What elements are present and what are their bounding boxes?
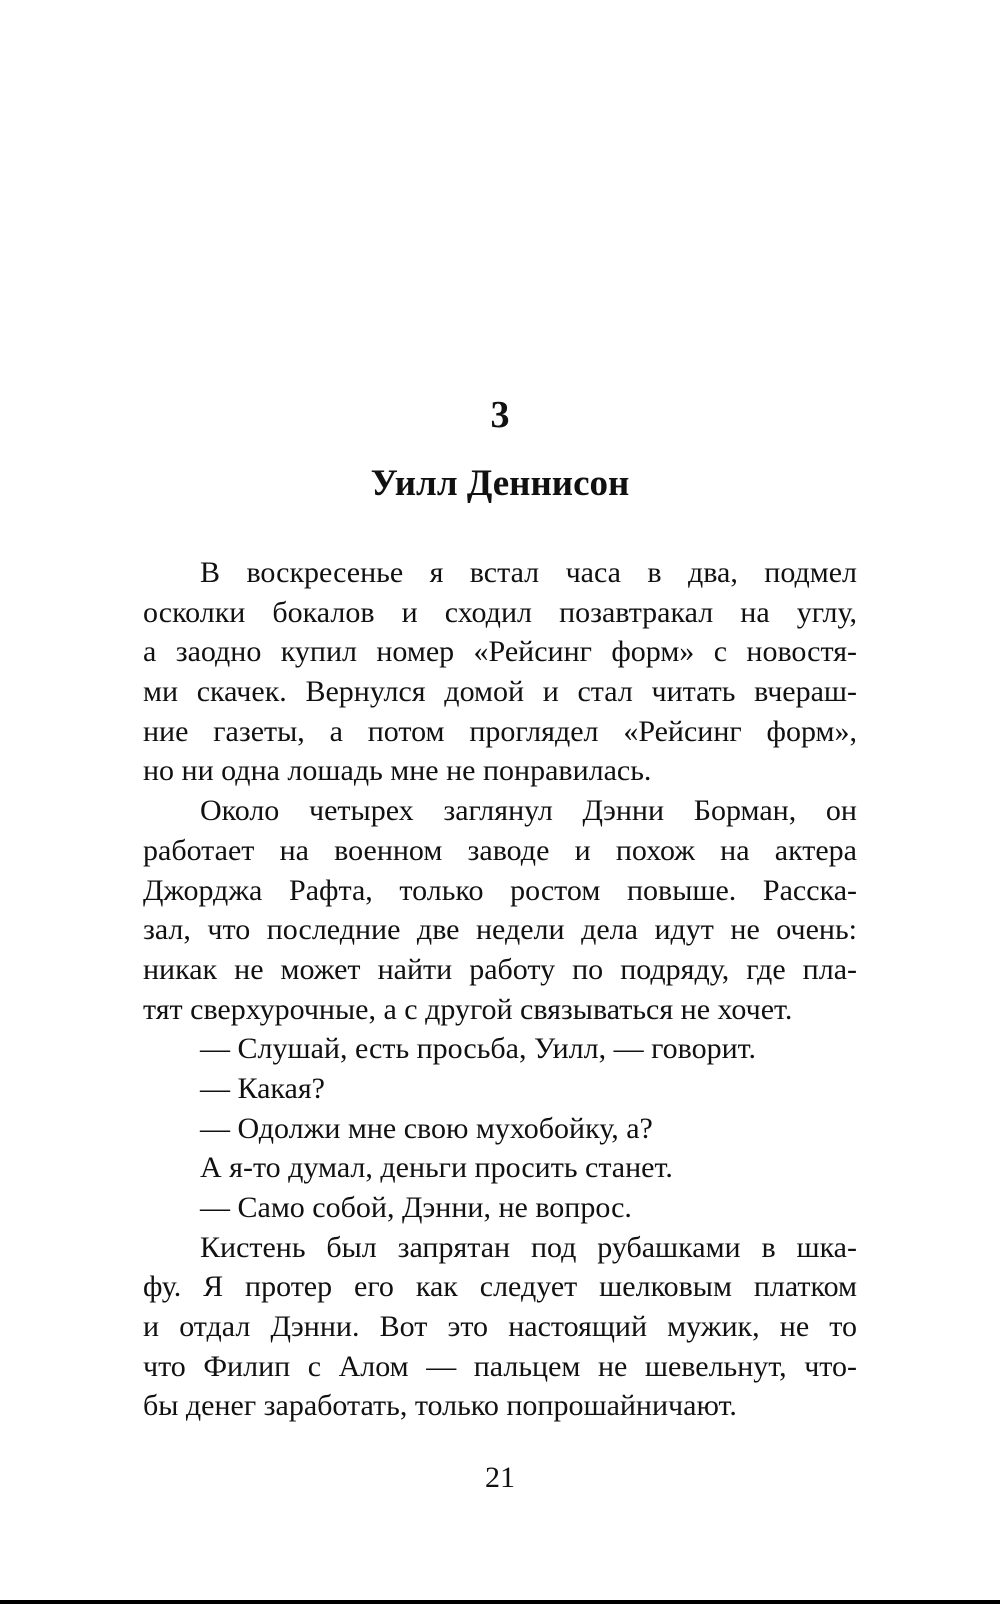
text-line: — Само собой, Дэнни, не вопрос.: [200, 1191, 632, 1224]
text-line: бы денег заработать, только попрошайничают.: [143, 1389, 737, 1423]
text-line: а заодно купил номер «Рейсинг форм» с новостя-: [143, 635, 857, 669]
text-line: А я-то думал, деньги просить станет.: [200, 1151, 673, 1185]
text-line: — Слушай, есть просьба, Уилл, — говорит.: [200, 1032, 757, 1066]
text-line: — Одолжи мне свою мухобойку, а?: [200, 1111, 653, 1145]
text-line: Около четырех заглянул Дэнни Борман, он: [200, 794, 857, 828]
text-line: Кистень был запрятан под рубашками в шка-: [200, 1230, 857, 1264]
text-line: фу. Я протер его как следует шелковым платком: [143, 1270, 857, 1304]
text-line: что Филип с Алом — пальцем не шевельнут, что-: [143, 1349, 857, 1383]
text-line: В воскресенье я встал часа в два, подмел: [200, 556, 857, 589]
chapter-number: 3: [490, 394, 510, 436]
text-line: зал, что последние две недели дела идут не очень:: [143, 913, 857, 947]
chapter-title: Уилл Деннисон: [370, 463, 630, 504]
page-number: 21: [485, 1461, 515, 1494]
text-line: осколки бокалов и сходил позавтракал на углу,: [143, 595, 857, 629]
text-line: работает на военном заводе и похож на актера: [143, 833, 857, 867]
text-line: ние газеты, а потом проглядел «Рейсинг форм»,: [143, 714, 857, 748]
text-line: и отдал Дэнни. Вот это настоящий мужик, не то: [143, 1310, 857, 1344]
text-line: но ни одна лошадь мне не понравилась.: [143, 754, 652, 788]
text-line: никак не может найти работу по подряду, где пла-: [143, 952, 857, 986]
text-line: ми скачек. Вернулся домой и стал читать вчераш-: [143, 675, 857, 709]
bottom-rule: [0, 1600, 1000, 1604]
body-text: [143, 553, 857, 1426]
text-line: Джорджа Рафта, только ростом повыше. Расска-: [143, 873, 857, 907]
text-line: — Какая?: [200, 1071, 325, 1105]
text-line: тят сверхурочные, а с другой связываться не хочет.: [143, 992, 793, 1026]
